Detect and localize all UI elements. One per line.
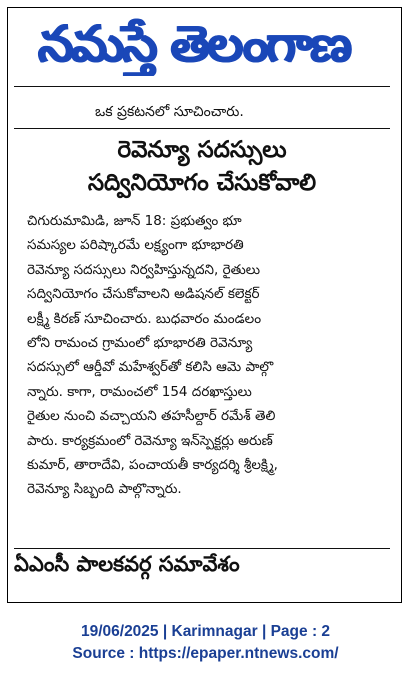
source-link[interactable]: Source : https://epaper.ntnews.com/ bbox=[72, 645, 339, 662]
headline-divider bbox=[14, 128, 390, 129]
body-line: రెవెన్యూ సదస్సులు నిర్వహిస్తున్నదని, రైతులు bbox=[27, 261, 260, 278]
body-line: లక్ష్మీ కిరణ్ సూచించారు. బుధవారం మండలం bbox=[27, 310, 262, 327]
section-divider bbox=[14, 548, 390, 549]
body-line: సమస్యల పరిష్కారమే లక్ష్యంగా భూభారతి bbox=[27, 237, 244, 254]
body-line: సద్వినియోగం చేసుకోవాలని అడిషనల్ కలెక్టర్ bbox=[27, 286, 260, 303]
body-line: పారు. కార్యక్రమంలో రెవెన్యూ ఇన్‌స్పెక్టర్లు అరుణ్ bbox=[27, 432, 273, 449]
newspaper-masthead: నమస్తే తెలంగాణ bbox=[38, 15, 350, 73]
headline-line-2: సద్వినియోగం చేసుకోవాలి bbox=[87, 170, 317, 196]
body-line: న్నారు. కాగా, రామంచలో 154 దరఖాస్తులు bbox=[27, 383, 252, 400]
body-line: లోని రామంచ గ్రామంలో భూభారతి రెవెన్యూ bbox=[27, 335, 253, 352]
article-body bbox=[27, 209, 385, 502]
body-line: కుమార్, తారాదేవి, పంచాయతీ కార్యదర్శి శ్రీలక్ష్మి, bbox=[27, 457, 278, 474]
masthead-divider bbox=[14, 86, 390, 87]
next-article-headline: ఏఎంసీ పాలకవర్గ సమావేశం bbox=[14, 552, 240, 576]
body-line: సదస్సులో ఆర్డీవో మహేశ్వర్‌తో కలిసి ఆమె పాల్గొ bbox=[27, 359, 274, 376]
body-line: రైతుల నుంచి వచ్చాయని తహసీల్దార్ రమేశ్ తెలి bbox=[27, 408, 276, 425]
headline-line-1: రెవెన్యూ సదస్సులు bbox=[117, 137, 287, 163]
previous-article-tail: ఒక ప్రకటనలో సూచించారు. bbox=[95, 104, 244, 120]
body-line: రెవెన్యూ సిబ్బంది పాల్గొన్నారు. bbox=[27, 481, 182, 498]
body-line: చిగురుమామిడి, జూన్ 18: ప్రభుత్వం భూ bbox=[27, 213, 242, 229]
edition-info: 19/06/2025 | Karimnagar | Page : 2 bbox=[80, 623, 331, 640]
